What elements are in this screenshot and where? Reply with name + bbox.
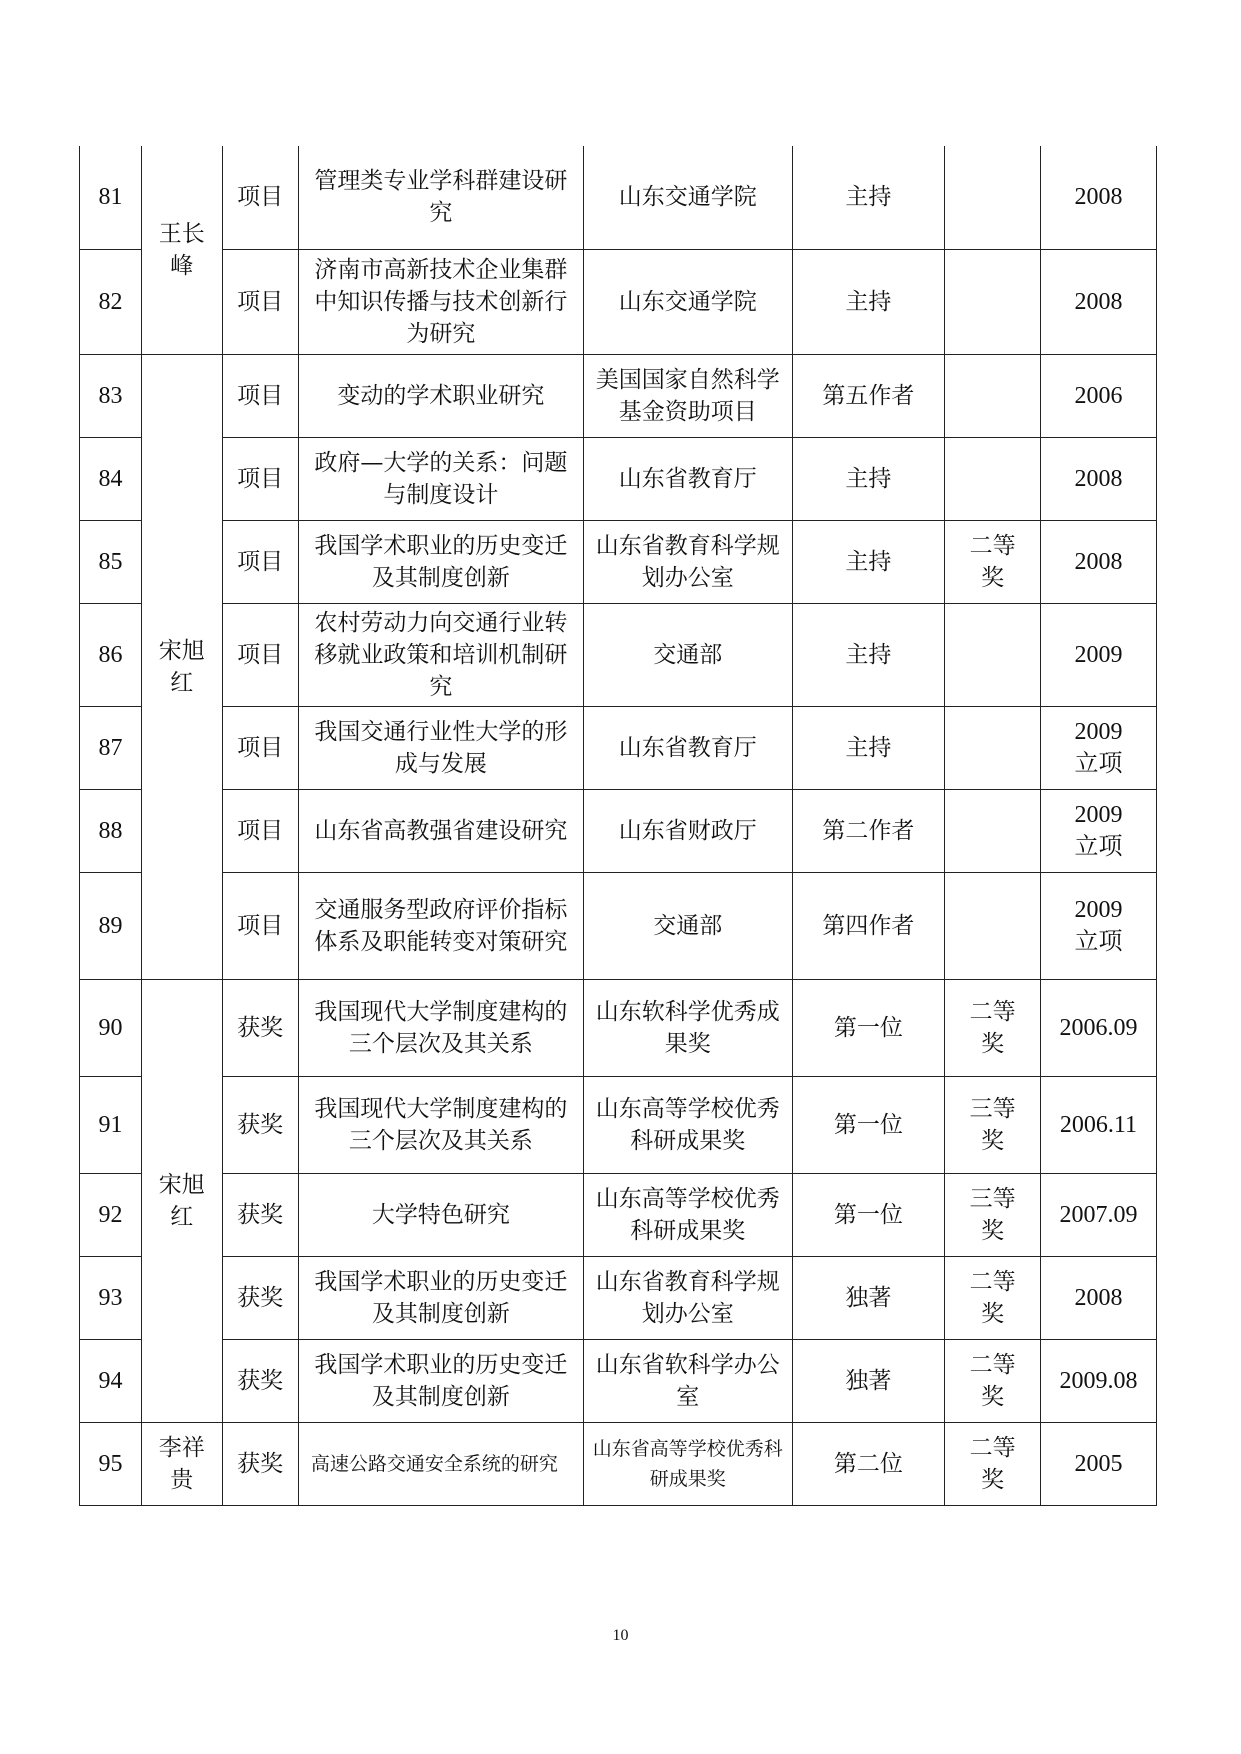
award [945,872,1041,979]
year: 2007.09 [1040,1173,1156,1256]
role: 第一位 [792,979,945,1076]
source: 山东省教育科学规划办公室 [583,520,792,603]
table-row [80,437,1157,520]
row-number: 83 [80,354,142,437]
award: 三等奖 [945,1173,1041,1256]
title: 高速公路交通安全系统的研究 [298,1422,583,1505]
table-row [80,789,1157,872]
source: 山东高等学校优秀科研成果奖 [583,1173,792,1256]
year: 2009 [1040,603,1156,706]
title: 济南市高新技术企业集群中知识传播与技术创新行为研究 [298,249,583,354]
role: 主持 [792,706,945,789]
year: 2008 [1040,249,1156,354]
role: 第二位 [792,1422,945,1505]
award: 二等奖 [945,1422,1041,1505]
role: 主持 [792,603,945,706]
table-row [80,1173,1157,1256]
title: 大学特色研究 [298,1173,583,1256]
award: 二等奖 [945,1256,1041,1339]
row-number: 87 [80,706,142,789]
person-name: 王长峰 [142,146,222,354]
category: 获奖 [222,1422,298,1505]
row-number: 85 [80,520,142,603]
source: 山东省教育厅 [583,437,792,520]
category: 项目 [222,249,298,354]
role: 第一位 [792,1173,945,1256]
title: 我国现代大学制度建构的三个层次及其关系 [298,979,583,1076]
year: 2009立项 [1040,706,1156,789]
row-number: 88 [80,789,142,872]
award [945,706,1041,789]
source: 山东软科学优秀成果奖 [583,979,792,1076]
title: 交通服务型政府评价指标体系及职能转变对策研究 [298,872,583,979]
source: 山东省教育科学规划办公室 [583,1256,792,1339]
year: 2009.08 [1040,1339,1156,1422]
row-number: 82 [80,249,142,354]
source: 山东交通学院 [583,249,792,354]
award [945,603,1041,706]
table-row [80,1339,1157,1422]
source: 山东高等学校优秀科研成果奖 [583,1076,792,1173]
role: 主持 [792,437,945,520]
person-name: 宋旭红 [142,979,222,1422]
award: 二等奖 [945,1339,1041,1422]
category: 获奖 [222,1173,298,1256]
source: 交通部 [583,603,792,706]
category: 获奖 [222,1339,298,1422]
title: 我国学术职业的历史变迁及其制度创新 [298,1256,583,1339]
source: 山东交通学院 [583,146,792,249]
row-number: 92 [80,1173,142,1256]
table-row [80,146,1157,249]
award: 二等奖 [945,520,1041,603]
title: 我国交通行业性大学的形成与发展 [298,706,583,789]
title: 管理类专业学科群建设研究 [298,146,583,249]
table-row [80,1256,1157,1339]
row-number: 95 [80,1422,142,1505]
year: 2006.11 [1040,1076,1156,1173]
award: 二等奖 [945,979,1041,1076]
award [945,789,1041,872]
year: 2008 [1040,520,1156,603]
role: 主持 [792,146,945,249]
title: 政府—大学的关系：问题与制度设计 [298,437,583,520]
role: 主持 [792,520,945,603]
title: 我国现代大学制度建构的三个层次及其关系 [298,1076,583,1173]
table-row [80,872,1157,979]
table-row [80,520,1157,603]
table-row [80,603,1157,706]
year: 2009立项 [1040,789,1156,872]
category: 项目 [222,603,298,706]
category: 项目 [222,146,298,249]
row-number: 81 [80,146,142,249]
title: 我国学术职业的历史变迁及其制度创新 [298,520,583,603]
award [945,437,1041,520]
table-row [80,979,1157,1076]
category: 获奖 [222,979,298,1076]
category: 项目 [222,520,298,603]
category: 获奖 [222,1256,298,1339]
role: 第五作者 [792,354,945,437]
award [945,249,1041,354]
year: 2006 [1040,354,1156,437]
category: 项目 [222,706,298,789]
category: 项目 [222,354,298,437]
role: 第一位 [792,1076,945,1173]
role: 独著 [792,1256,945,1339]
table-row [80,706,1157,789]
role: 主持 [792,249,945,354]
source: 山东省软科学办公室 [583,1339,792,1422]
source: 山东省高等学校优秀科研成果奖 [583,1422,792,1505]
source: 山东省教育厅 [583,706,792,789]
table-row [80,1076,1157,1173]
year: 2008 [1040,1256,1156,1339]
role: 第二作者 [792,789,945,872]
year: 2008 [1040,437,1156,520]
row-number: 84 [80,437,142,520]
row-number: 89 [80,872,142,979]
role: 第四作者 [792,872,945,979]
category: 项目 [222,437,298,520]
year: 2008 [1040,146,1156,249]
title: 山东省高教强省建设研究 [298,789,583,872]
title: 农村劳动力向交通行业转移就业政策和培训机制研究 [298,603,583,706]
title: 我国学术职业的历史变迁及其制度创新 [298,1339,583,1422]
source: 山东省财政厅 [583,789,792,872]
row-number: 93 [80,1256,142,1339]
row-number: 90 [80,979,142,1076]
award [945,146,1041,249]
year: 2009立项 [1040,872,1156,979]
category: 项目 [222,789,298,872]
person-name: 李祥贵 [142,1422,222,1505]
award [945,354,1041,437]
page-number: 10 [612,1627,629,1644]
award: 三等奖 [945,1076,1041,1173]
category: 项目 [222,872,298,979]
table-row [80,1422,1157,1505]
source: 美国国家自然科学基金资助项目 [583,354,792,437]
row-number: 86 [80,603,142,706]
row-number: 91 [80,1076,142,1173]
table-row [80,249,1157,354]
person-name: 宋旭红 [142,354,222,979]
year: 2006.09 [1040,979,1156,1076]
source: 交通部 [583,872,792,979]
records-table [79,146,1157,1506]
title: 变动的学术职业研究 [298,354,583,437]
category: 获奖 [222,1076,298,1173]
year: 2005 [1040,1422,1156,1505]
role: 独著 [792,1339,945,1422]
table-row [80,354,1157,437]
row-number: 94 [80,1339,142,1422]
